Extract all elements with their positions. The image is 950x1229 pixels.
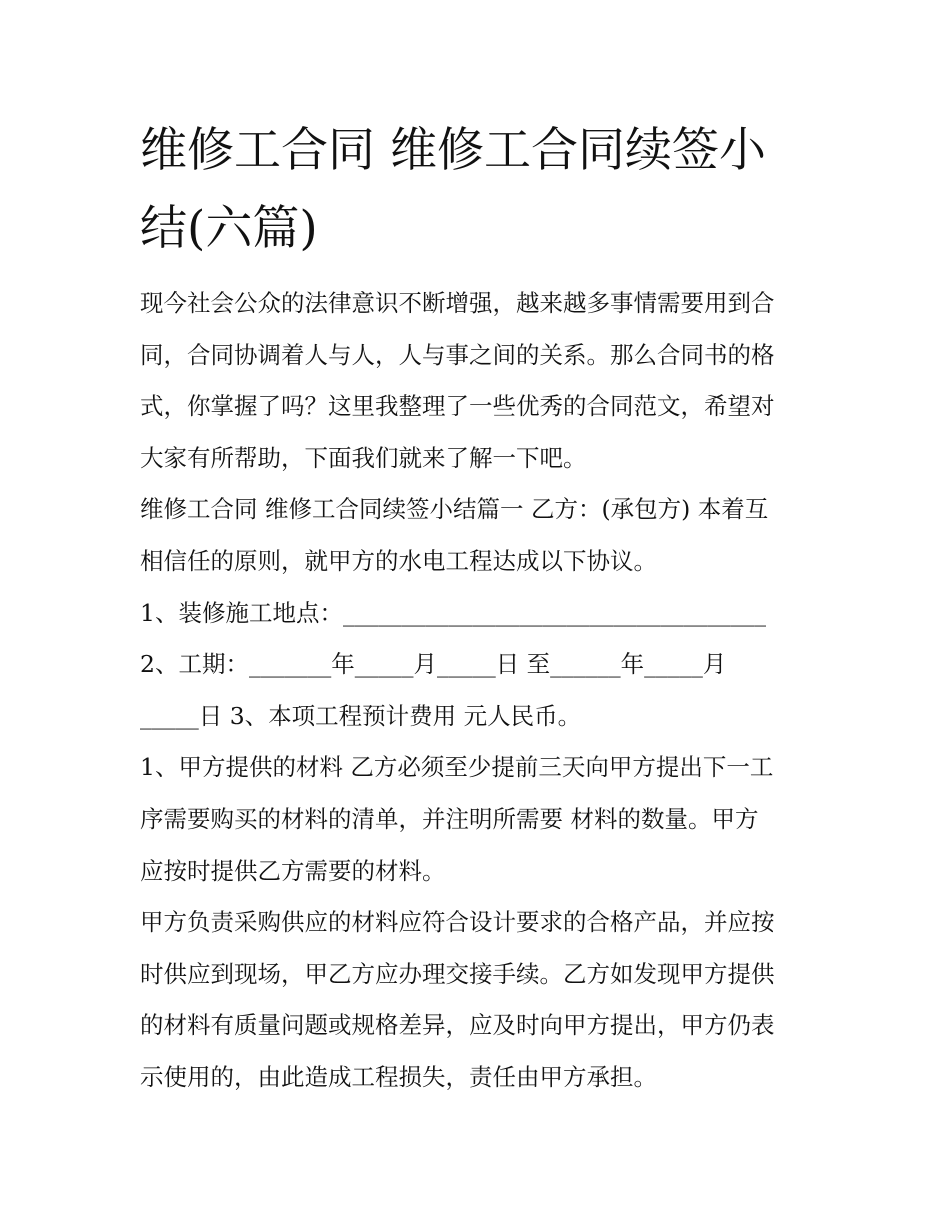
document-title xyxy=(140,112,766,268)
text-line: 现今社会公众的法律意识不断增强，越来越多事情需要用到合 xyxy=(140,289,775,317)
text-line: 甲方负责采购供应的材料应符合设计要求的合格产品，并应按 xyxy=(140,908,775,937)
text-line: 1、装修施工地点：____________________________________ xyxy=(140,598,766,627)
text-line: _____日 3、本项工程预计费用 元人民币。 xyxy=(140,701,582,730)
text-line: 式，你掌握了吗？这里我整理了一些优秀的合同范文，希望对 xyxy=(140,392,775,421)
text-line: 应按时提供乙方需要的材料。 xyxy=(140,856,446,885)
text-line: 的材料有质量问题或规格差异，应及时向甲方提出，甲方仍表 xyxy=(140,1011,775,1040)
text-line: 2、工期：_______年_____月_____日 至______年_____月 xyxy=(140,650,727,679)
text-line: 大家有所帮助，下面我们就来了解一下吧。 xyxy=(140,443,587,472)
title-line: 结(六篇) xyxy=(140,201,318,256)
title-line: 维修工合同 维修工合同续签小 xyxy=(140,123,766,178)
text-line: 相信任的原则，就甲方的水电工程达成以下协议。 xyxy=(140,546,657,575)
text-line: 序需要购买的材料的清单，并注明所需要 材料的数量。甲方 xyxy=(140,804,759,833)
text-line: 维修工合同 维修工合同续签小结篇一 乙方：(承包方) 本着互 xyxy=(140,495,769,524)
text-line: 同，合同协调着人与人，人与事之间的关系。那么合同书的格 xyxy=(140,340,775,369)
text-line: 时供应到现场，甲乙方应办理交接手续。乙方如发现甲方提供 xyxy=(140,959,775,988)
text-line: 1、甲方提供的材料 乙方必须至少提前三天向甲方提出下一工 xyxy=(140,753,774,782)
document-body xyxy=(140,278,775,1104)
text-line: 示使用的，由此造成工程损失，责任由甲方承担。 xyxy=(140,1062,657,1091)
